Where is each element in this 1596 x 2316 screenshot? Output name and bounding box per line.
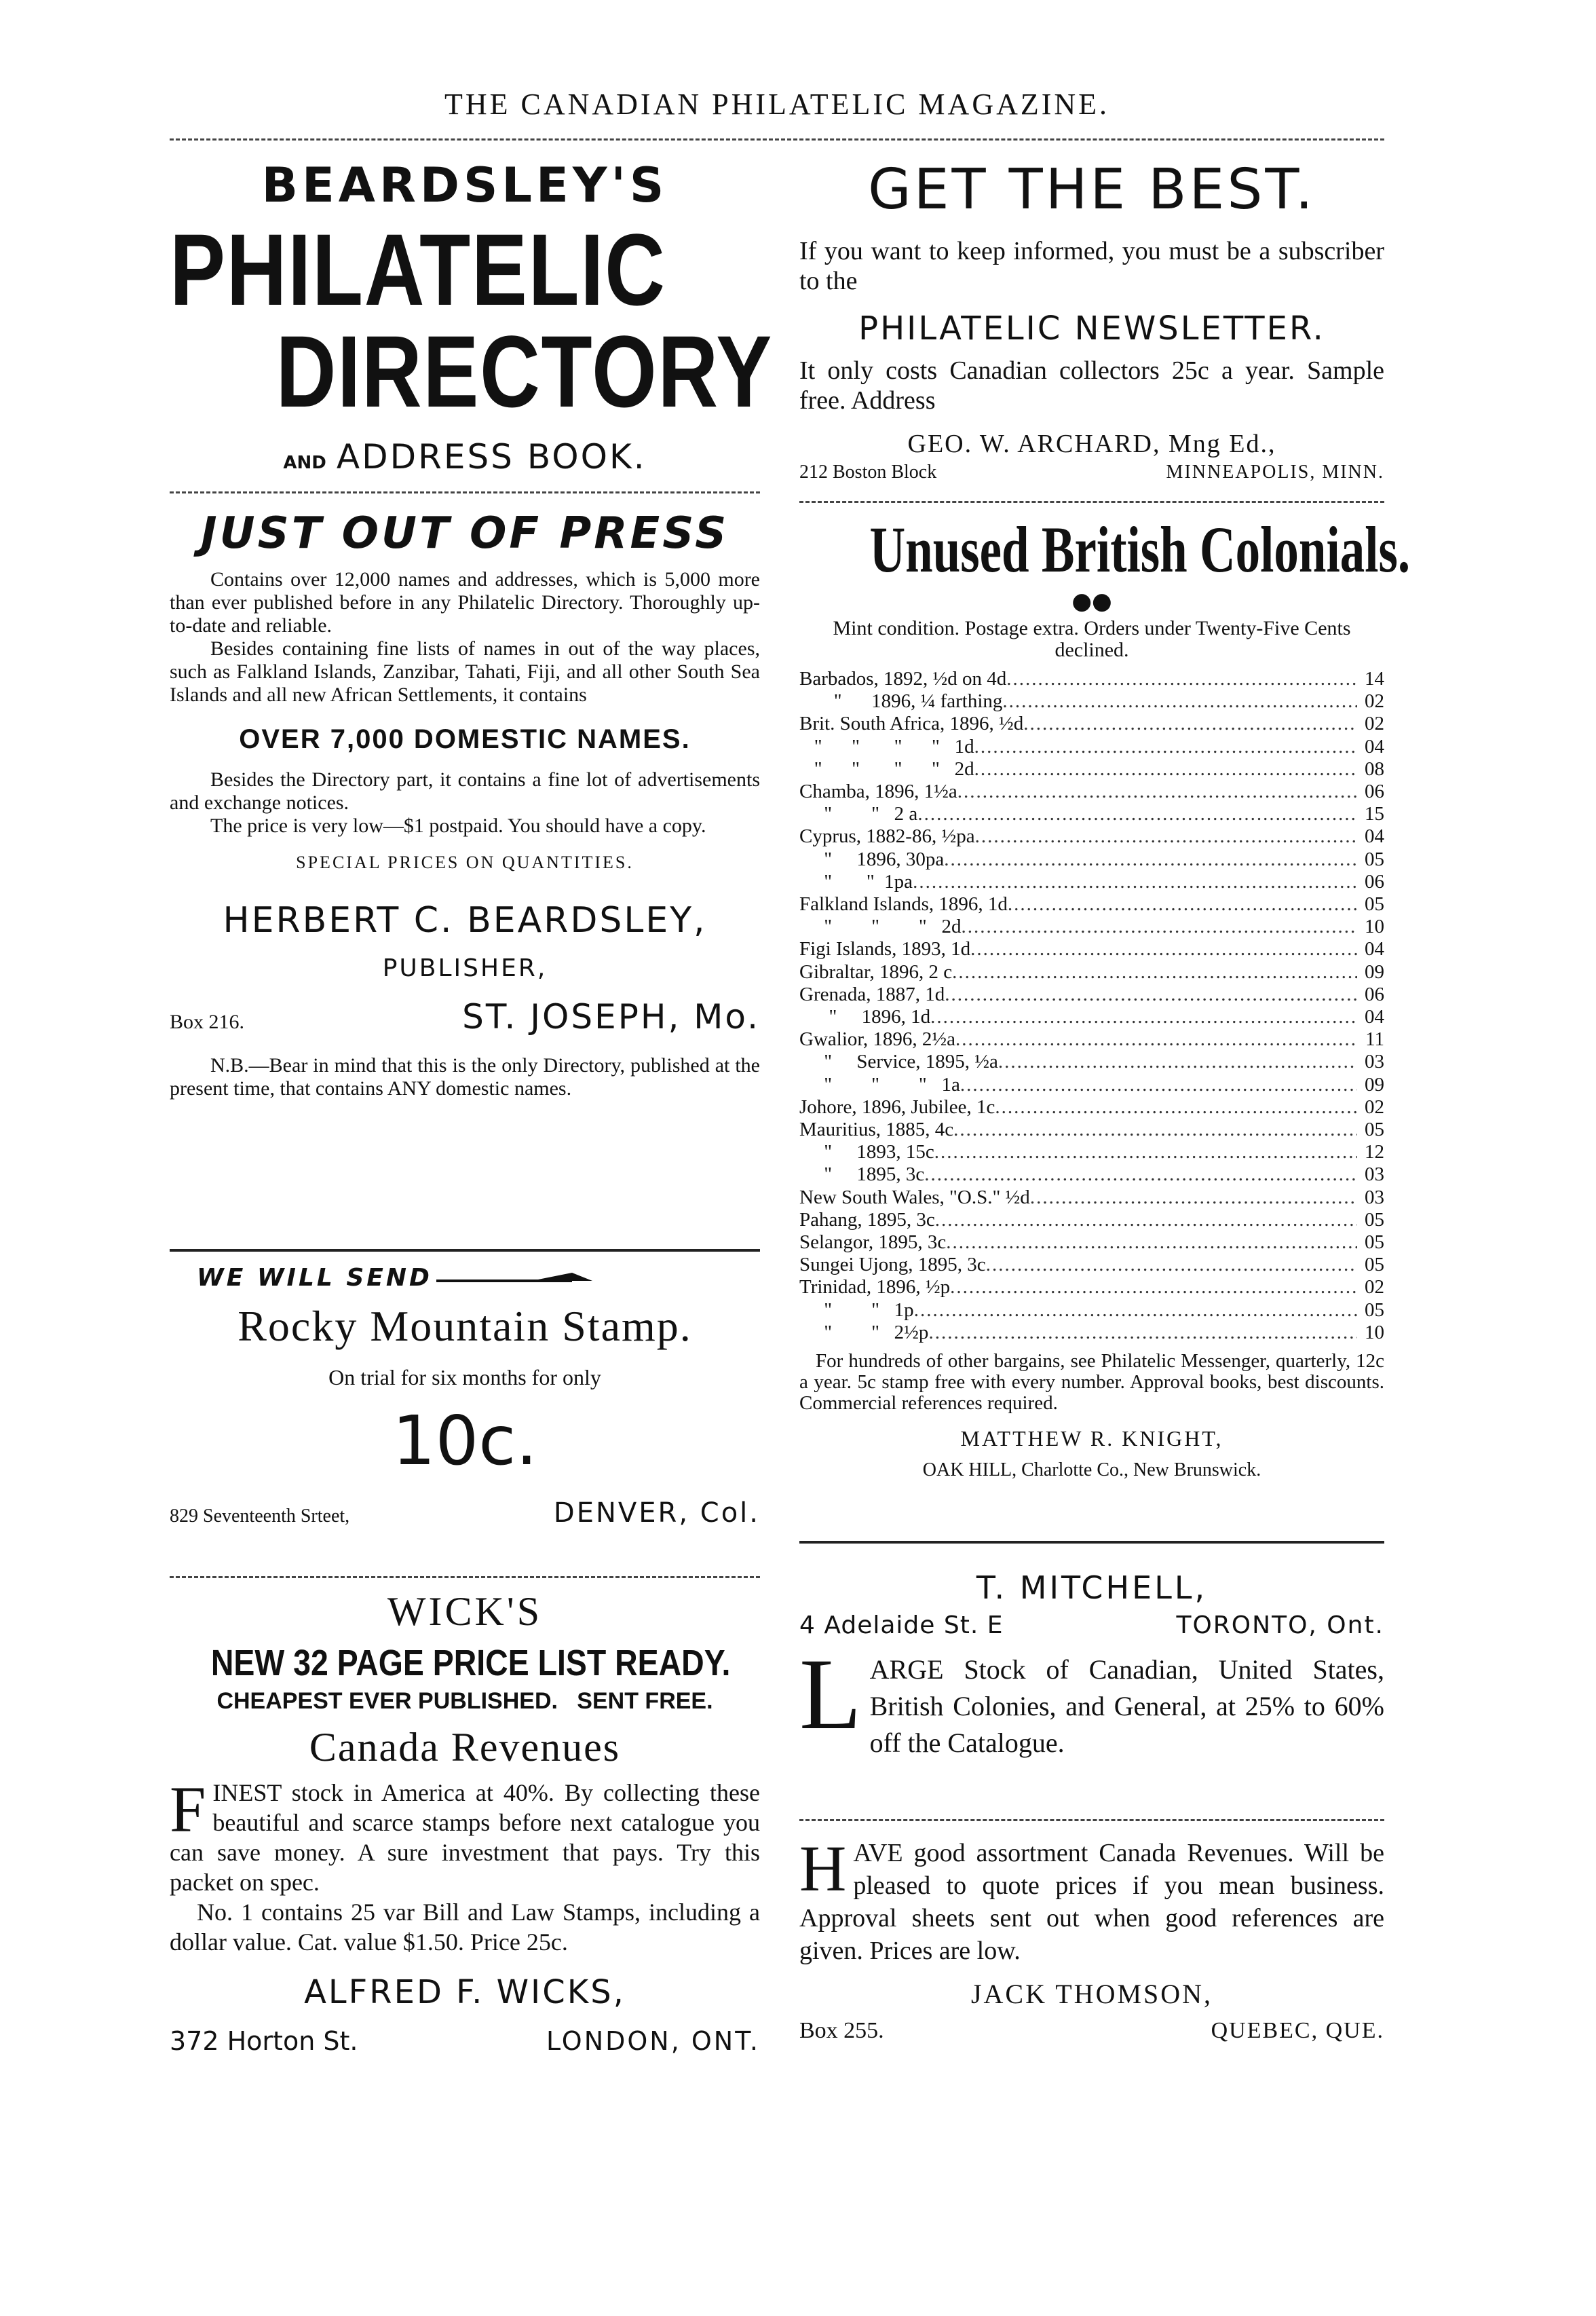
price-item-price: 05 bbox=[1365, 1208, 1384, 1231]
price-item-price: 05 bbox=[1365, 1231, 1384, 1254]
price-item-label: " " " " 1d bbox=[799, 735, 974, 758]
price-list-item bbox=[799, 1299, 1384, 1322]
leader-dots bbox=[944, 848, 1357, 871]
newsletter-address bbox=[799, 462, 1384, 483]
wicks-address bbox=[170, 2026, 760, 2056]
special-prices: SPECIAL PRICES ON QUANTITIES. bbox=[296, 853, 634, 872]
address-book-label: ADDRESS BOOK. bbox=[336, 437, 647, 477]
newsletter-para1: If you want to keep informed, you must be a subscriber to the bbox=[799, 237, 1384, 295]
beardsley-ad bbox=[170, 156, 773, 1100]
price-list-item bbox=[799, 961, 1384, 984]
leader-dots bbox=[928, 1322, 1357, 1344]
colonials-address: OAK HILL, Charlotte Co., New Brunswick. bbox=[922, 1459, 1261, 1481]
rocky-street: 829 Seventeenth Srteet, bbox=[170, 1506, 350, 1527]
leader-dots bbox=[924, 1163, 1357, 1186]
leader-dots bbox=[935, 1209, 1357, 1231]
and-label: AND bbox=[283, 453, 326, 473]
ornament-icon: ●● bbox=[1071, 588, 1112, 615]
price-list-item bbox=[799, 1187, 1384, 1209]
price-item-label: Grenada, 1887, 1d bbox=[799, 983, 945, 1005]
rocky-wicks-divider bbox=[170, 1576, 760, 1578]
price-item-label: Gibraltar, 1896, 2 c bbox=[799, 960, 953, 983]
mitchell-name: T. MITCHELL, bbox=[976, 1569, 1208, 1606]
thomson-ad bbox=[799, 1832, 1384, 2044]
rocky-address bbox=[170, 1497, 760, 1529]
price-item-label: " 1896, 1d bbox=[799, 1006, 931, 1028]
price-list-item bbox=[799, 871, 1384, 893]
leader-dots bbox=[974, 758, 1357, 781]
price-list-item bbox=[799, 1028, 1384, 1051]
leader-dots bbox=[945, 984, 1357, 1006]
wicks-subtitle: NEW 32 PAGE PRICE LIST READY. bbox=[210, 1643, 731, 1683]
wicks-cheapest: CHEAPEST EVER PUBLISHED. SENT FREE. bbox=[216, 1688, 713, 1714]
beardsley-philatelic: PHILATELIC bbox=[170, 212, 666, 326]
rocky-city: DENVER, Col. bbox=[553, 1497, 760, 1529]
price-item-label: " " " " 2d bbox=[799, 758, 974, 780]
price-list-item bbox=[799, 1074, 1384, 1096]
price-item-label: Pahang, 1895, 3c bbox=[799, 1208, 935, 1231]
wicks-city: LONDON, ONT. bbox=[546, 2026, 760, 2056]
price-item-label: Selangor, 1895, 3c bbox=[799, 1231, 947, 1254]
newsletter-title: GET THE BEST. bbox=[868, 157, 1316, 222]
arrow-icon bbox=[436, 1269, 599, 1288]
colonials-intro: Mint condition. Postage extra. Orders under Twenty-Five Cents declined. bbox=[833, 617, 1351, 661]
mitchell-thomson-divider bbox=[799, 1819, 1384, 1821]
price-item-label: Johore, 1896, Jubilee, 1c bbox=[799, 1096, 995, 1118]
price-item-price: 02 bbox=[1365, 713, 1384, 735]
we-will-send: WE WILL SEND bbox=[197, 1264, 432, 1292]
leader-dots bbox=[914, 1299, 1357, 1322]
price-list-item bbox=[799, 1322, 1384, 1344]
beardsley-divider bbox=[170, 491, 760, 493]
we-will-send-line bbox=[170, 1264, 760, 1292]
leader-dots bbox=[998, 1051, 1357, 1073]
price-list-item bbox=[799, 1141, 1384, 1163]
rocky-ad bbox=[170, 1264, 760, 1529]
wicks-street: 372 Horton St. bbox=[170, 2026, 358, 2056]
colonials-title: Unused British Colonials. bbox=[869, 513, 1411, 586]
wicks-para2: No. 1 contains 25 var Bill and Law Stamps, including a dollar value. Cat. value $1.50. Price 25c. bbox=[170, 1899, 760, 1956]
beardsley-nb: N.B.—Bear in mind that this is the only Directory, published at the present time, that contains ANY domestic names. bbox=[170, 1054, 760, 1100]
beardsley-para4: The price is very low—$1 postpaid. You should have a copy. bbox=[210, 815, 706, 837]
leader-dots bbox=[957, 781, 1357, 803]
wicks-ad bbox=[170, 1588, 760, 2056]
price-item-price: 03 bbox=[1365, 1051, 1384, 1073]
beardsley-rocky-divider bbox=[170, 1249, 760, 1252]
price-item-label: " " 1pa bbox=[799, 870, 913, 893]
price-item-price: 15 bbox=[1365, 803, 1384, 825]
wicks-name: ALFRED F. WICKS, bbox=[304, 1973, 626, 2011]
newsletter-colonials-divider bbox=[799, 501, 1384, 503]
price-list-item bbox=[799, 893, 1384, 916]
price-item-price: 06 bbox=[1365, 983, 1384, 1005]
thomson-box: Box 255. bbox=[799, 2018, 884, 2043]
price-list-item bbox=[799, 1276, 1384, 1299]
price-list-item bbox=[799, 1163, 1384, 1186]
mitchell-street: 4 Adelaide St. E bbox=[799, 1611, 1004, 1639]
price-item-label: Gwalior, 1896, 2½a bbox=[799, 1028, 955, 1051]
price-list-item bbox=[799, 803, 1384, 825]
wicks-title: WICK'S bbox=[387, 1589, 543, 1634]
price-item-price: 05 bbox=[1365, 848, 1384, 870]
colonials-mitchell-divider bbox=[799, 1541, 1384, 1544]
price-item-label: New South Wales, "O.S." ½d bbox=[799, 1186, 1030, 1208]
price-item-price: 03 bbox=[1365, 1186, 1384, 1208]
newsletter-street: 212 Boston Block bbox=[799, 462, 937, 483]
price-item-price: 12 bbox=[1365, 1141, 1384, 1163]
price-item-price: 05 bbox=[1365, 1254, 1384, 1276]
price-item-price: 05 bbox=[1365, 893, 1384, 916]
price-list-item bbox=[799, 1254, 1384, 1276]
price-list-item bbox=[799, 781, 1384, 803]
rocky-trial: On trial for six months for only bbox=[328, 1365, 601, 1389]
wicks-para1: INEST stock in America at 40%. By collecting these beautiful and scarce stamps before next catalogue you can save money. A sure investment that pays. Try this packet on spec. bbox=[170, 1779, 760, 1896]
price-list-item bbox=[799, 1006, 1384, 1028]
price-item-label: " 1896, 30pa bbox=[799, 848, 945, 870]
colonials-name: MATTHEW R. KNIGHT, bbox=[960, 1426, 1223, 1451]
wicks-dropcap: F bbox=[170, 1773, 206, 1846]
price-list-item bbox=[799, 984, 1384, 1006]
leader-dots bbox=[946, 1231, 1357, 1254]
beardsley-para1: Contains over 12,000 names and addresses, which is 5,000 more than ever published before in any Philatelic Directory. Thoroughly up-to-date and reliable. bbox=[170, 568, 760, 637]
leader-dots bbox=[952, 961, 1357, 984]
newsletter-name: PHILATELIC NEWSLETTER. bbox=[858, 310, 1325, 348]
price-item-label: Chamba, 1896, 1½a bbox=[799, 781, 957, 803]
leader-dots bbox=[1008, 893, 1357, 916]
price-item-label: " Service, 1895, ½a bbox=[799, 1051, 998, 1073]
price-list-item bbox=[799, 1051, 1384, 1073]
price-item-label: " " 2 a bbox=[799, 803, 918, 825]
mitchell-address bbox=[799, 1611, 1384, 1639]
leader-dots bbox=[962, 916, 1357, 938]
colonials-ad bbox=[799, 513, 1411, 1481]
publisher-box: Box 216. bbox=[170, 1011, 245, 1033]
price-list-item bbox=[799, 758, 1384, 781]
price-list-item bbox=[799, 825, 1384, 848]
price-item-price: 04 bbox=[1365, 825, 1384, 848]
price-item-price: 10 bbox=[1365, 916, 1384, 938]
price-list-item bbox=[799, 690, 1384, 713]
leader-dots bbox=[974, 736, 1357, 758]
leader-dots bbox=[975, 825, 1357, 848]
leader-dots bbox=[953, 1119, 1357, 1141]
wicks-body bbox=[170, 1773, 760, 1897]
price-item-label: Trinidad, 1896, ½p bbox=[799, 1276, 951, 1299]
beardsley-para3: Besides the Directory part, it contains a fine lot of advertisements and exchange notices. bbox=[170, 768, 760, 814]
leader-dots bbox=[930, 1006, 1357, 1028]
price-item-price: 06 bbox=[1365, 781, 1384, 803]
rocky-name: Rocky Mountain Stamp. bbox=[238, 1302, 692, 1350]
publisher-role: PUBLISHER, bbox=[382, 954, 548, 982]
price-item-price: 14 bbox=[1365, 668, 1384, 690]
price-item-label: " " 1p bbox=[799, 1299, 914, 1321]
price-list-item bbox=[799, 848, 1384, 871]
price-item-price: 02 bbox=[1365, 1276, 1384, 1299]
price-item-label: " 1896, ¼ farthing bbox=[799, 690, 1003, 713]
thomson-para: AVE good assortment Canada Revenues. Will be pleased to quote prices if you mean business. Approval sheets sent out when good references are given. Prices are low. bbox=[799, 1839, 1384, 1965]
beardsley-directory: DIRECTORY bbox=[276, 314, 773, 428]
price-item-price: 10 bbox=[1365, 1321, 1384, 1343]
price-item-label: " 1893, 15c bbox=[799, 1141, 934, 1163]
leader-dots bbox=[986, 1254, 1357, 1276]
leader-dots bbox=[917, 803, 1357, 825]
colonials-footer: For hundreds of other bargains, see Philatelic Messenger, quarterly, 12c a year. 5c stamp free with every number. Approval books, best discounts. Commercial references required. bbox=[799, 1350, 1384, 1415]
mitchell-body bbox=[799, 1638, 1384, 1761]
leader-dots bbox=[1006, 668, 1357, 690]
thomson-dropcap: H bbox=[799, 1832, 847, 1905]
leader-dots bbox=[1002, 690, 1357, 713]
price-item-label: " " " 1a bbox=[799, 1073, 960, 1096]
leader-dots bbox=[1023, 713, 1357, 735]
leader-dots bbox=[934, 1141, 1357, 1163]
price-list-item bbox=[799, 668, 1384, 690]
newsletter-ad bbox=[799, 157, 1384, 483]
leader-dots bbox=[960, 1074, 1357, 1096]
leader-dots bbox=[970, 938, 1357, 960]
price-list-item bbox=[799, 938, 1384, 960]
newsletter-editor: GEO. W. ARCHARD, Mng Ed., bbox=[907, 430, 1276, 458]
thomson-city: QUEBEC, QUE. bbox=[1211, 2018, 1384, 2043]
price-item-label: Figi Islands, 1893, 1d bbox=[799, 938, 971, 960]
rocky-price: 10c. bbox=[392, 1401, 537, 1480]
price-item-label: " " " 2d bbox=[799, 916, 962, 938]
mitchell-ad bbox=[799, 1569, 1384, 1761]
price-item-label: " " 2½p bbox=[799, 1321, 929, 1343]
price-item-label: Mauritius, 1885, 4c bbox=[799, 1119, 954, 1141]
mitchell-dropcap: L bbox=[799, 1638, 862, 1751]
price-list-item bbox=[799, 1209, 1384, 1231]
price-item-price: 04 bbox=[1365, 938, 1384, 960]
price-item-price: 04 bbox=[1365, 735, 1384, 758]
price-item-price: 08 bbox=[1365, 758, 1384, 780]
wicks-revenues: Canada Revenues bbox=[309, 1725, 621, 1770]
domestic-names: OVER 7,000 DOMESTIC NAMES. bbox=[239, 724, 691, 754]
leader-dots bbox=[1030, 1187, 1357, 1209]
address-book-line bbox=[170, 437, 760, 477]
thomson-name: JACK THOMSON, bbox=[970, 1979, 1213, 2009]
price-list-item bbox=[799, 1096, 1384, 1119]
price-item-price: 06 bbox=[1365, 870, 1384, 893]
price-item-price: 02 bbox=[1365, 690, 1384, 713]
price-item-price: 05 bbox=[1365, 1299, 1384, 1321]
price-item-price: 05 bbox=[1365, 1119, 1384, 1141]
price-item-price: 02 bbox=[1365, 1096, 1384, 1118]
price-list bbox=[799, 668, 1384, 1344]
mitchell-para: ARGE Stock of Canadian, United States, British Colonies, and General, at 25% to 60% off the Catalogue. bbox=[869, 1654, 1384, 1758]
price-list-item bbox=[799, 1231, 1384, 1254]
price-item-label: Falkland Islands, 1896, 1d bbox=[799, 893, 1008, 916]
beardsley-name: BEARDSLEY'S bbox=[261, 157, 668, 213]
price-list-item bbox=[799, 713, 1384, 735]
publisher-name: HERBERT C. BEARDSLEY, bbox=[223, 900, 707, 941]
mitchell-city: TORONTO, Ont. bbox=[1176, 1611, 1384, 1639]
price-item-price: 11 bbox=[1365, 1028, 1384, 1051]
publisher-city: ST. JOSEPH, Mo. bbox=[462, 997, 760, 1036]
price-item-label: Brit. South Africa, 1896, ½d bbox=[799, 713, 1024, 735]
price-list-item bbox=[799, 916, 1384, 938]
leader-dots bbox=[995, 1096, 1357, 1119]
leader-dots bbox=[950, 1276, 1357, 1299]
header-divider bbox=[170, 138, 1384, 141]
newsletter-para2: It only costs Canadian collectors 25c a year. Sample free. Address bbox=[799, 356, 1384, 415]
thomson-address bbox=[799, 2018, 1384, 2044]
price-item-price: 09 bbox=[1365, 960, 1384, 983]
price-item-label: " 1895, 3c bbox=[799, 1163, 925, 1186]
publisher-address bbox=[170, 997, 760, 1036]
newsletter-city: MINNEAPOLIS, MINN. bbox=[1166, 462, 1384, 483]
just-out-heading: JUST OUT OF PRESS bbox=[200, 508, 729, 559]
page-header: THE CANADIAN PHILATELIC MAGAZINE. bbox=[444, 88, 1110, 121]
beardsley-para2: Besides containing fine lists of names in out of the way places, such as Falkland Islands, Zanzibar, Tahati, Fiji, and all other South Sea Islands and all new African Settlements, it contains bbox=[170, 637, 760, 706]
thomson-body bbox=[799, 1832, 1384, 1967]
leader-dots bbox=[955, 1028, 1357, 1051]
price-item-label: Sungei Ujong, 1895, 3c bbox=[799, 1254, 986, 1276]
price-item-price: 04 bbox=[1365, 1006, 1384, 1028]
price-list-item bbox=[799, 1119, 1384, 1141]
price-item-price: 03 bbox=[1365, 1163, 1384, 1186]
price-item-label: Barbados, 1892, ½d on 4d bbox=[799, 668, 1007, 690]
leader-dots bbox=[913, 871, 1357, 893]
price-item-price: 09 bbox=[1365, 1073, 1384, 1096]
price-list-item bbox=[799, 736, 1384, 758]
price-item-label: Cyprus, 1882-86, ½pa bbox=[799, 825, 975, 848]
